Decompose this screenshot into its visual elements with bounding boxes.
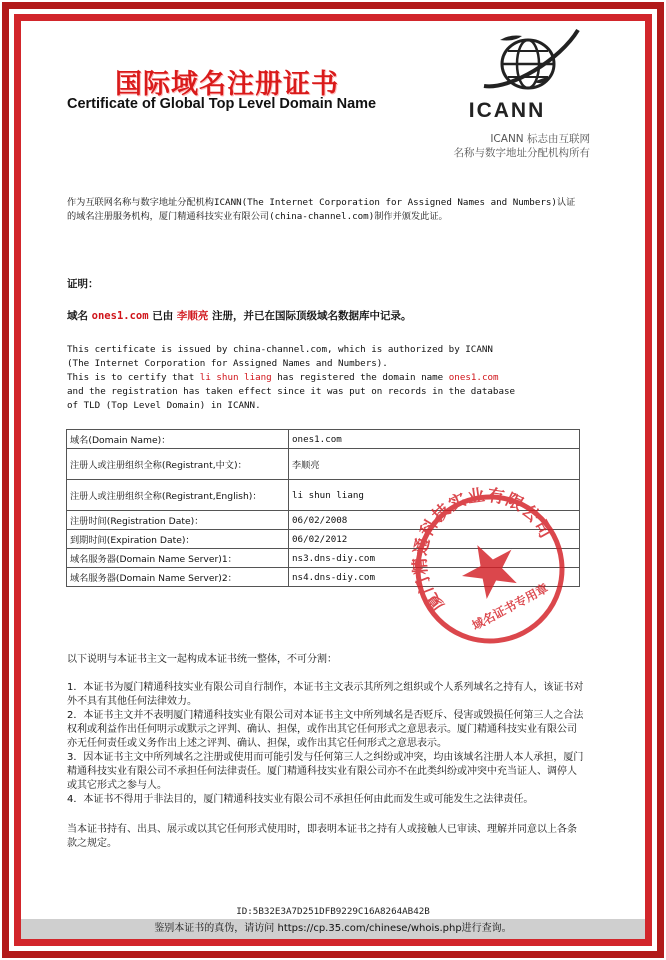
- english-line-3-pre: This is to certify that: [67, 372, 195, 383]
- terms-footer: 当本证书持有、出具、展示或以其它任何形式使用时，即表明本证书之持有人或接触人已审读、理解并同意以上各条款之规定。: [67, 824, 577, 849]
- icann-logo-text: ICANN: [468, 99, 546, 122]
- icann-globe-icon: [470, 20, 590, 102]
- seal-bottom-text: 域名证书专用章: [469, 581, 551, 633]
- row-label-dns2: 域名服务器(Domain Name Server)2：: [67, 568, 289, 587]
- logo-ownership-note: [440, 132, 590, 160]
- english-line-2: (The Internet Corporation for Assigned Names and Numbers).: [67, 358, 388, 369]
- terms-lead: 以下说明与本证书主文一起构成本证书统一整体，不可分割：: [67, 654, 337, 665]
- row-value-registrant-en: li shun liang: [289, 480, 580, 511]
- certify-by: 已由: [152, 310, 174, 322]
- certificate-id: ID:5B32E3A7D251DFB9229C16A8264AB42B: [236, 906, 430, 917]
- english-line-3-mid: has registered the domain name: [277, 372, 444, 383]
- row-value-domain: ones1.com: [289, 430, 580, 449]
- row-label-registrant-en: 注册人或注册组织全称(Registrant,English)：: [67, 480, 289, 511]
- certify-registrant: 李顺亮: [176, 310, 209, 322]
- logo-note-line-1: ICANN 标志由互联网: [490, 133, 590, 145]
- seal-arc-text: 厦门精通科技实业有限公司: [410, 485, 556, 615]
- row-value-registrant-cn: 李顺亮: [289, 449, 580, 480]
- row-value-registration-date: 06/02/2008: [289, 511, 580, 530]
- english-line-1: This certificate is issued by china-channel.com, which is authorized by ICANN: [67, 344, 493, 355]
- english-registrant-name: li shun liang: [199, 372, 272, 383]
- certify-suffix: 注册，并已在国际顶级域名数据库中记录。: [212, 310, 412, 322]
- row-label-domain: 域名(Domain Name)：: [67, 430, 289, 449]
- terms-item-3: 3．因本证书主文中所列域名之注册或使用而可能引发与任何第三人之纠纷或冲突，均由该域名注册人本人承担，厦门精通科技实业有限公司不承担任何法律责任。厦门精通科技实业有限公司亦不在此类纠纷或冲突中充当证人、调停人或其它形式之参与人。: [67, 752, 584, 791]
- row-value-dns2: ns4.dns-diy.com: [289, 568, 580, 587]
- row-label-registrant-cn: 注册人或注册组织全称(Registrant,中文)：: [67, 449, 289, 480]
- certify-label: 证明：: [67, 278, 99, 290]
- logo-note-line-2: 名称与数字地址分配机构所有: [453, 147, 590, 159]
- table-row: [67, 449, 580, 480]
- english-domain: ones1.com: [448, 372, 499, 383]
- terms-item-4: 4．本证书不得用于非法目的，厦门精通科技实业有限公司不承担任何由此而发生或可能发生之法律责任。: [67, 794, 534, 805]
- verification-bar: 鉴别本证书的真伪，请访问 https://cp.35.com/chinese/whois.php进行查询。: [21, 919, 645, 939]
- english-line-3: [67, 371, 587, 385]
- row-label-expiration-date: 到期时间(Expiration Date)：: [67, 530, 289, 549]
- certify-statement: [67, 308, 412, 323]
- terms-section: [67, 653, 585, 851]
- title-english: Certificate of Global Top Level Domain Name: [67, 96, 377, 112]
- row-label-registration-date: 注册时间(Registration Date)：: [67, 511, 289, 530]
- title-chinese: 国际域名注册证书: [115, 69, 339, 100]
- certify-prefix: 域名: [67, 310, 88, 322]
- table-row: [67, 430, 580, 449]
- certify-domain: ones1.com: [91, 310, 149, 322]
- terms-item-2: 2．本证书主文并不表明厦门精通科技实业有限公司对本证书主文中所列域名是否贬斥、侵害或毁损任何第三人之合法权利或利益作出任何明示或默示之评判、确认、担保，或作出其它任何形式之意思表示。厦门精通科技实业有限公司亦无任何责任或义务作出上述之评判、确认、担保，或作出其它任何形式之意思表示。: [67, 710, 584, 749]
- english-line-5: of TLD (Top Level Domain) in ICANN.: [67, 400, 261, 411]
- terms-item-1: 1．本证书为厦门精通科技实业有限公司自行制作，本证书主文表示其所列之组织或个人系列域名之持有人，该证书对外不具有其他任何法律效力。: [67, 682, 584, 707]
- row-value-expiration-date: 06/02/2012: [289, 530, 580, 549]
- english-line-4: and the registration has taken effect since it was put on records in the database: [67, 386, 516, 397]
- english-statement: [67, 343, 587, 413]
- row-label-dns1: 域名服务器(Domain Name Server)1：: [67, 549, 289, 568]
- intro-paragraph: 作为互联网名称与数字地址分配机构ICANN(The Internet Corporation for Assigned Names and Numbers)认证的域名注册服务机构，厦门精通科技实业有限公司(china-channel.com)制作并颁发此证。: [67, 197, 576, 222]
- row-value-dns1: ns3.dns-diy.com: [289, 549, 580, 568]
- company-seal-stamp: [405, 484, 575, 654]
